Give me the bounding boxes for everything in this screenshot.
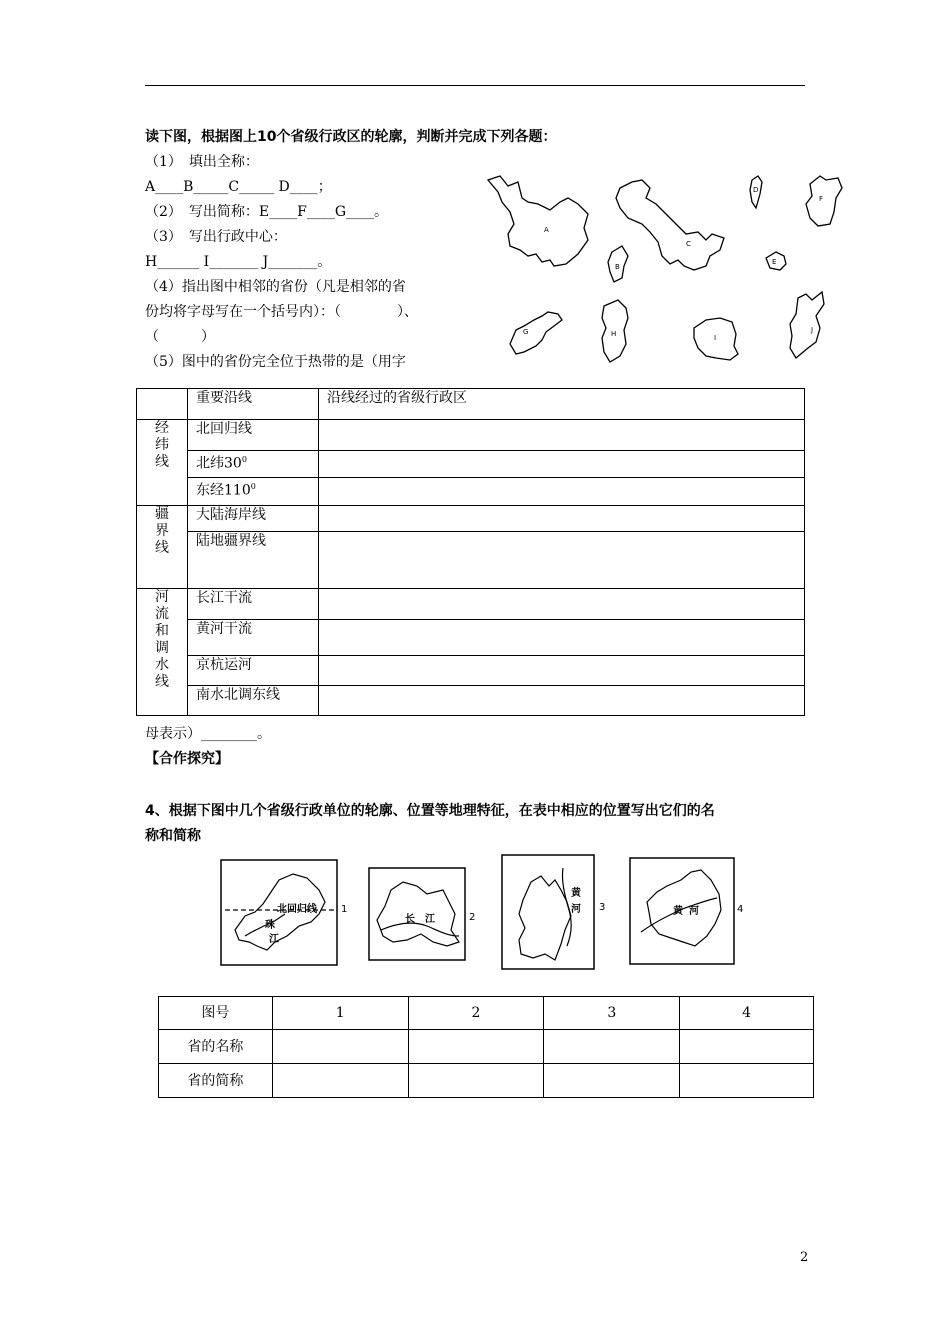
header-cell: 图号 <box>159 997 273 1030</box>
answer-cell[interactable] <box>408 1064 544 1098</box>
question-4-title-line1: 4、根据下图中几个省级行政单位的轮廓、位置等地理特征，在表中相应的位置写出它们的名 <box>145 803 715 819</box>
group-jingweixian: 经纬线 <box>137 420 188 506</box>
header-cell: 3 <box>544 997 680 1030</box>
row-answer-cell[interactable] <box>319 656 805 686</box>
question-4-line3: （ ） <box>145 329 215 345</box>
map-label-a: A <box>544 226 549 234</box>
answer-cell[interactable] <box>272 1064 408 1098</box>
row-answer-cell[interactable] <box>319 478 805 506</box>
boundary-lines-table <box>136 388 805 716</box>
map4-label-huang: 黄 <box>673 906 683 917</box>
answer-cell[interactable] <box>680 1064 814 1098</box>
row-answer-cell[interactable] <box>319 420 805 451</box>
question-3-blanks: H______ I_______ J_______。 <box>145 254 332 270</box>
question-1: （1） 填出全称： <box>145 154 259 170</box>
question-4-title-line2: 称和简称 <box>145 828 201 844</box>
answer-cell[interactable] <box>680 1030 814 1064</box>
question-4-line2: 份均将字母写在一个括号内）：（ ）、 <box>145 304 418 320</box>
map-label-c: C <box>686 240 691 248</box>
row-label: 北回归线 <box>188 420 319 451</box>
row-answer-cell[interactable] <box>319 620 805 656</box>
map2-number: 2 <box>469 912 476 923</box>
map3-number: 3 <box>599 902 606 913</box>
table1-corner-cell <box>137 389 188 420</box>
row-answer-cell[interactable] <box>319 589 805 620</box>
top-rule <box>145 85 805 86</box>
map1-label-jiang: 江 <box>269 934 279 945</box>
map-label-h: H <box>611 330 617 338</box>
question-4-line1: （4）指出图中相邻的省份（凡是相邻的省 <box>145 279 406 295</box>
header-cell: 2 <box>408 997 544 1030</box>
row-label: 陆地疆界线 <box>188 532 319 589</box>
map3-label-he: 河 <box>571 904 581 915</box>
answer-cell[interactable] <box>408 1030 544 1064</box>
map3-label-huang: 黄 <box>571 888 581 899</box>
map1-number: 1 <box>341 904 348 915</box>
map-label-i: I <box>714 334 717 342</box>
row-label: 大陆海岸线 <box>188 506 319 532</box>
map-label-e: E <box>772 258 777 266</box>
map-label-f: F <box>819 195 824 203</box>
map-label-j: J <box>811 326 814 334</box>
province-name-table <box>158 996 814 1098</box>
map1-label-zhu: 珠 <box>265 920 275 931</box>
intro-text: 读下图，根据图上10个省级行政区的轮廓，判断并完成下列各题： <box>145 129 557 145</box>
question-5-end: 母表示）________。 <box>145 726 271 742</box>
answer-cell[interactable] <box>272 1030 408 1064</box>
section-heading: 【合作探究】 <box>145 751 229 767</box>
row-answer-cell[interactable] <box>319 451 805 478</box>
map4-label-he: 河 <box>689 906 699 917</box>
header-cell: 4 <box>680 997 814 1030</box>
row-label: 省的名称 <box>159 1030 273 1064</box>
question-5: （5）图中的省份完全位于热带的是（用字 <box>145 354 406 370</box>
group-jiangjiexian: 疆界线 <box>137 506 188 589</box>
page-number: 2 <box>800 1250 809 1265</box>
map-label-b: B <box>615 263 620 271</box>
map1-label-tropic: 北回归线 <box>277 904 317 915</box>
row-answer-cell[interactable] <box>319 506 805 532</box>
map4-number: 4 <box>737 904 744 915</box>
answer-cell[interactable] <box>544 1064 680 1098</box>
map-label-g: G <box>523 328 529 336</box>
row-answer-cell[interactable] <box>319 686 805 716</box>
row-label: 京杭运河 <box>188 656 319 686</box>
map2-label-jiang: 江 <box>425 914 435 925</box>
map2-label-chang: 长 <box>405 914 415 925</box>
question-1-blanks: A____B_____C_____ D____； <box>145 179 332 195</box>
answer-cell[interactable] <box>544 1030 680 1064</box>
row-answer-cell[interactable] <box>319 532 805 589</box>
table1-header-provinces: 沿线经过的省级行政区 <box>319 389 805 420</box>
row-label: 南水北调东线 <box>188 686 319 716</box>
row-label: 北纬$30^0$ <box>188 451 319 478</box>
table1-header-line: 重要沿线 <box>188 389 319 420</box>
header-cell: 1 <box>272 997 408 1030</box>
province-maps-row <box>215 850 755 975</box>
row-label: 东经$110^0$ <box>188 478 319 506</box>
question-2: （2） 写出简称：E____F____G____。 <box>145 204 389 220</box>
row-label: 省的简称 <box>159 1064 273 1098</box>
group-rivers: 河流和调水线 <box>137 589 188 716</box>
question-3: （3） 写出行政中心： <box>145 229 287 245</box>
row-label: 黄河干流 <box>188 620 319 656</box>
province-outlines-map <box>480 168 850 378</box>
map-label-d: D <box>753 186 759 194</box>
row-label: 长江干流 <box>188 589 319 620</box>
